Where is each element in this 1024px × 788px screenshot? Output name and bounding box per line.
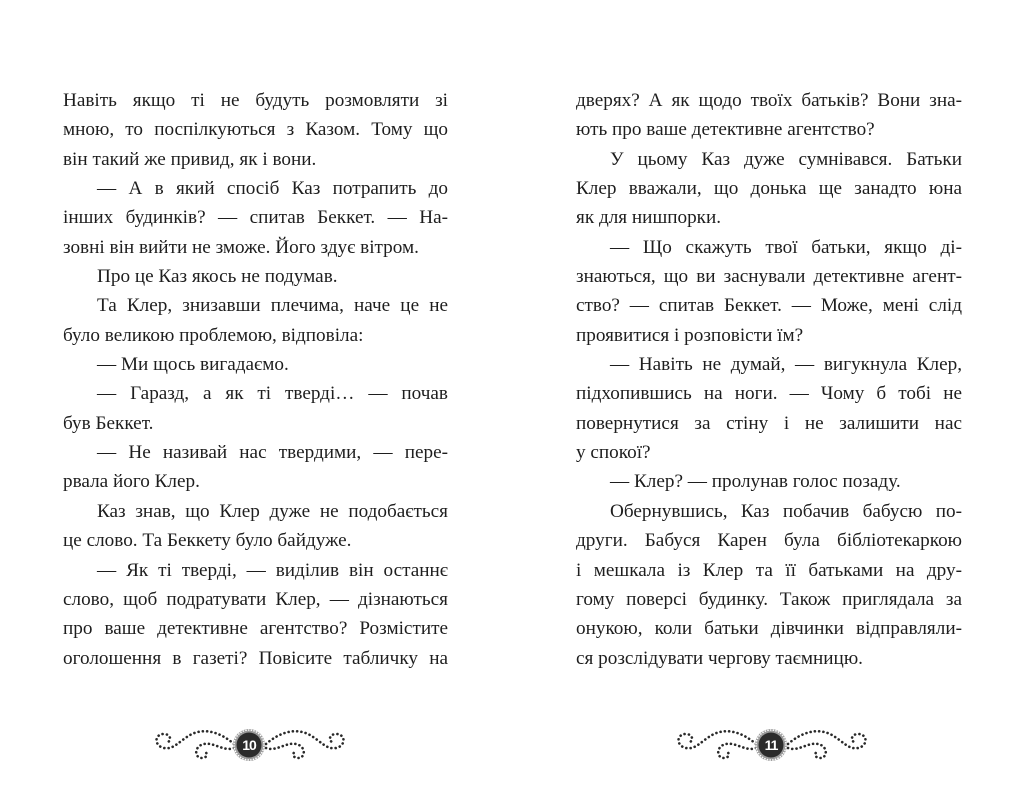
text-line: оголошення в газеті? Повісите табличку на (63, 647, 448, 669)
text-line: знаються, що ви заснували детективне агент- (576, 266, 962, 288)
text-line: ство? — спитав Беккет. — Може, мені слід (576, 295, 962, 317)
text-line: Клер вважали, що донька ще занадто юна (576, 178, 962, 200)
text-line: це слово. Та Беккету було байдуже. (63, 530, 352, 552)
left-page-footer (150, 722, 350, 768)
text-line: — Не називай нас твердими, — пере- (97, 442, 448, 464)
text-line: як для нишпорки. (576, 207, 722, 229)
text-line: У цьому Каз дуже сумнівався. Батьки (610, 148, 962, 170)
text-line: був Беккет. (63, 412, 154, 434)
right-page (512, 0, 1024, 788)
text-line: інших будинків? — спитав Беккет. — На- (63, 207, 448, 229)
text-line: про ваше детективне агентство? Розмістите (63, 618, 448, 640)
text-line: — Навіть не думай, — вигукнула Клер, (610, 354, 962, 376)
text-line: — Клер? — пролунав голос позаду. (610, 471, 901, 493)
text-line: — А в який спосіб Каз потрапить до (97, 178, 448, 200)
right-page-text (576, 86, 962, 673)
text-line: гому поверсі будинку. Також приглядала за (576, 588, 962, 610)
text-line: — Ми щось вигадаємо. (97, 354, 289, 376)
right-page-footer (672, 722, 872, 768)
text-line: дверях? А як щодо твоїх батьків? Вони зна- (576, 90, 962, 111)
text-line: Навіть якщо ті не будуть розмовляти зі (63, 90, 448, 111)
text-line: — Гаразд, а як ті тверді… — почав (97, 383, 448, 405)
text-line: Каз знав, що Клер дуже не подобається (97, 500, 448, 522)
text-line: рвала його Клер. (63, 471, 200, 493)
text-line: Про це Каз якось не подумав. (97, 266, 338, 288)
left-page-text (63, 86, 448, 673)
text-line: — Що скажуть твої батьки, якщо ді- (610, 236, 962, 258)
text-line: Та Клер, знизавши плечима, наче це не (97, 295, 448, 317)
text-line: він такий же привид, як і вони. (63, 148, 317, 170)
text-line: — Як ті тверді, — виділив він останнє (97, 559, 448, 581)
text-line: проявитися і розповісти їм? (576, 324, 804, 346)
text-line: зовні він вийти не зможе. Його здує вітром. (63, 236, 419, 258)
text-line: онукою, коли батьки дівчинки відправляли- (576, 618, 962, 640)
page-number: 10 (242, 737, 256, 753)
text-line: було великою проблемою, відповіла: (63, 324, 364, 346)
text-line: ють про ваше детективне агентство? (576, 119, 875, 141)
text-line: і мешкала із Клер та її батьками на дру- (576, 559, 962, 581)
text-line: други. Бабуся Карен була бібліотекаркою (576, 530, 962, 552)
text-line: мною, то поспілкуються з Казом. Тому що (63, 119, 448, 141)
page-number: 11 (764, 737, 778, 753)
text-line: слово, щоб подратувати Клер, — дізнаються (63, 588, 448, 610)
text-line: ся розслідувати чергову таємницю. (576, 647, 863, 669)
text-line: підхопившись на ноги. — Чому б тобі не (576, 383, 962, 405)
text-line: у спокої? (576, 442, 651, 464)
text-line: Обернувшись, Каз побачив бабусю по- (610, 500, 962, 522)
text-line: повернутися за стіну і не залишити нас (576, 412, 962, 434)
